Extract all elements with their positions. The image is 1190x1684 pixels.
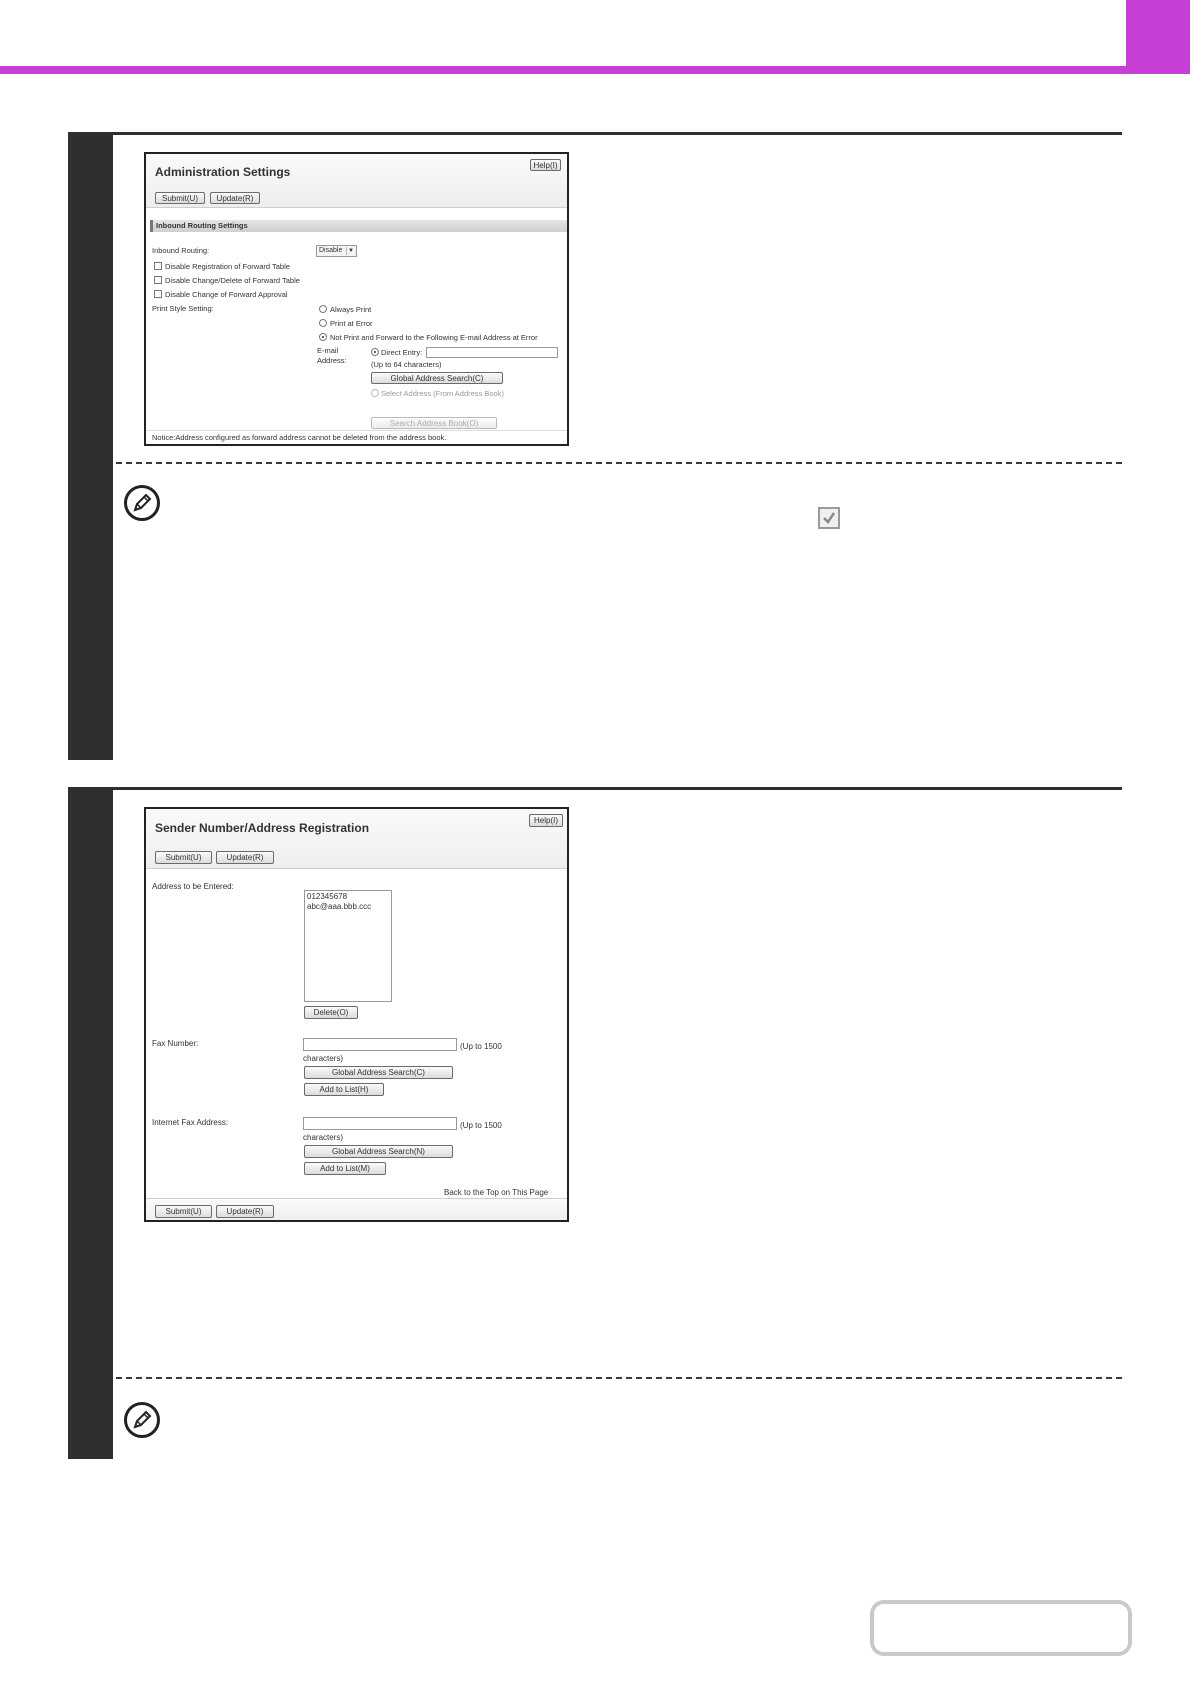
email-label: E-mail [317,346,339,355]
fax-number-input[interactable] [303,1038,457,1051]
step-1-note-divider [116,462,1122,464]
admin-settings-screenshot [144,152,569,446]
ifax-limit-text: characters) [303,1133,344,1142]
page-navigation-box[interactable] [870,1600,1132,1656]
footer-update-button[interactable]: Update(R) [216,1205,274,1218]
checkbox-disable-change-delete[interactable] [154,276,162,284]
step-1-top-rule [68,132,1122,135]
list-item[interactable]: abc@aaa.bbb.ccc [307,902,372,911]
internet-fax-address-input[interactable] [303,1117,457,1130]
page-title: Sender Number/Address Registration [155,821,370,835]
internet-fax-address-label: Internet Fax Address: [152,1118,229,1127]
email-label: Address: [317,356,347,365]
note-pencil-icon [124,485,160,521]
direct-entry-note: (Up to 64 characters) [371,360,442,369]
sender-registration-screenshot [144,807,569,1222]
checkbox-checked-icon [818,507,840,529]
header-accent-tab [1126,0,1190,74]
section-header-inbound-routing: Inbound Routing Settings [150,220,567,232]
help-button[interactable]: Help(I) [530,159,561,171]
checkbox-label: Disable Registration of Forward Table [165,262,290,271]
ifax-limit-text: (Up to 1500 [460,1121,502,1130]
direct-entry-input[interactable] [426,347,558,358]
radio-always-print[interactable] [319,305,327,313]
select-address-label: Select Address (From Address Book) [381,389,504,398]
fax-add-to-list-button[interactable]: Add to List(H) [304,1083,384,1096]
checkbox-disable-registration[interactable] [154,262,162,270]
step-2-note-divider [116,1377,1122,1379]
radio-label: Print at Error [330,319,373,328]
print-style-label: Print Style Setting: [152,304,214,313]
divider [146,430,567,431]
radio-direct-entry[interactable] [371,348,379,356]
address-listbox[interactable] [304,890,392,1002]
step-2-top-rule [68,787,1122,790]
page-title: Administration Settings [155,165,291,179]
list-item[interactable]: 012345678 [307,892,348,901]
radio-select-address[interactable] [371,389,379,397]
footer-submit-button[interactable]: Submit(U) [155,1205,212,1218]
fax-number-label: Fax Number: [152,1039,199,1048]
submit-button[interactable]: Submit(U) [155,192,205,204]
help-button[interactable]: Help(I) [529,814,563,827]
checkbox-label: Disable Change of Forward Approval [165,290,288,299]
radio-label: Not Print and Forward to the Following E-mail Address at Error [330,333,538,342]
step-2-sidebar [68,787,113,1459]
radio-label: Always Print [330,305,372,314]
radio-print-at-error[interactable] [319,319,327,327]
fax-global-address-search-button[interactable]: Global Address Search(C) [304,1066,453,1079]
search-address-book-button[interactable]: Search Address Book(O) [371,417,497,429]
note-pencil-icon [124,1402,160,1438]
notice-text: Notice:Address configured as forward address cannot be deleted from the address book. [152,433,447,442]
inbound-routing-value: Disable [319,247,343,254]
checkbox-label: Disable Change/Delete of Forward Table [165,276,300,285]
inbound-routing-select[interactable] [316,245,357,257]
global-address-search-button[interactable]: Global Address Search(C) [371,372,503,384]
ifax-global-address-search-button[interactable]: Global Address Search(N) [304,1145,453,1158]
step-1-sidebar [68,132,113,760]
update-button[interactable]: Update(R) [210,192,260,204]
fax-limit-text: characters) [303,1054,344,1063]
checkbox-disable-forward-approval[interactable] [154,290,162,298]
fax-limit-text: (Up to 1500 [460,1042,502,1051]
back-to-top-link[interactable]: Back to the Top on This Page [444,1188,549,1197]
submit-button[interactable]: Submit(U) [155,851,212,864]
ifax-add-to-list-button[interactable]: Add to List(M) [304,1162,386,1175]
direct-entry-label: Direct Entry: [381,348,423,357]
inbound-routing-label: Inbound Routing: [152,246,210,255]
header-accent-line [0,66,1190,74]
chevron-down-icon: ▼ [346,247,355,255]
address-to-be-entered-label: Address to be Entered: [152,882,234,891]
delete-button[interactable]: Delete(O) [304,1006,358,1019]
update-button[interactable]: Update(R) [216,851,274,864]
radio-not-print-forward[interactable] [319,333,327,341]
